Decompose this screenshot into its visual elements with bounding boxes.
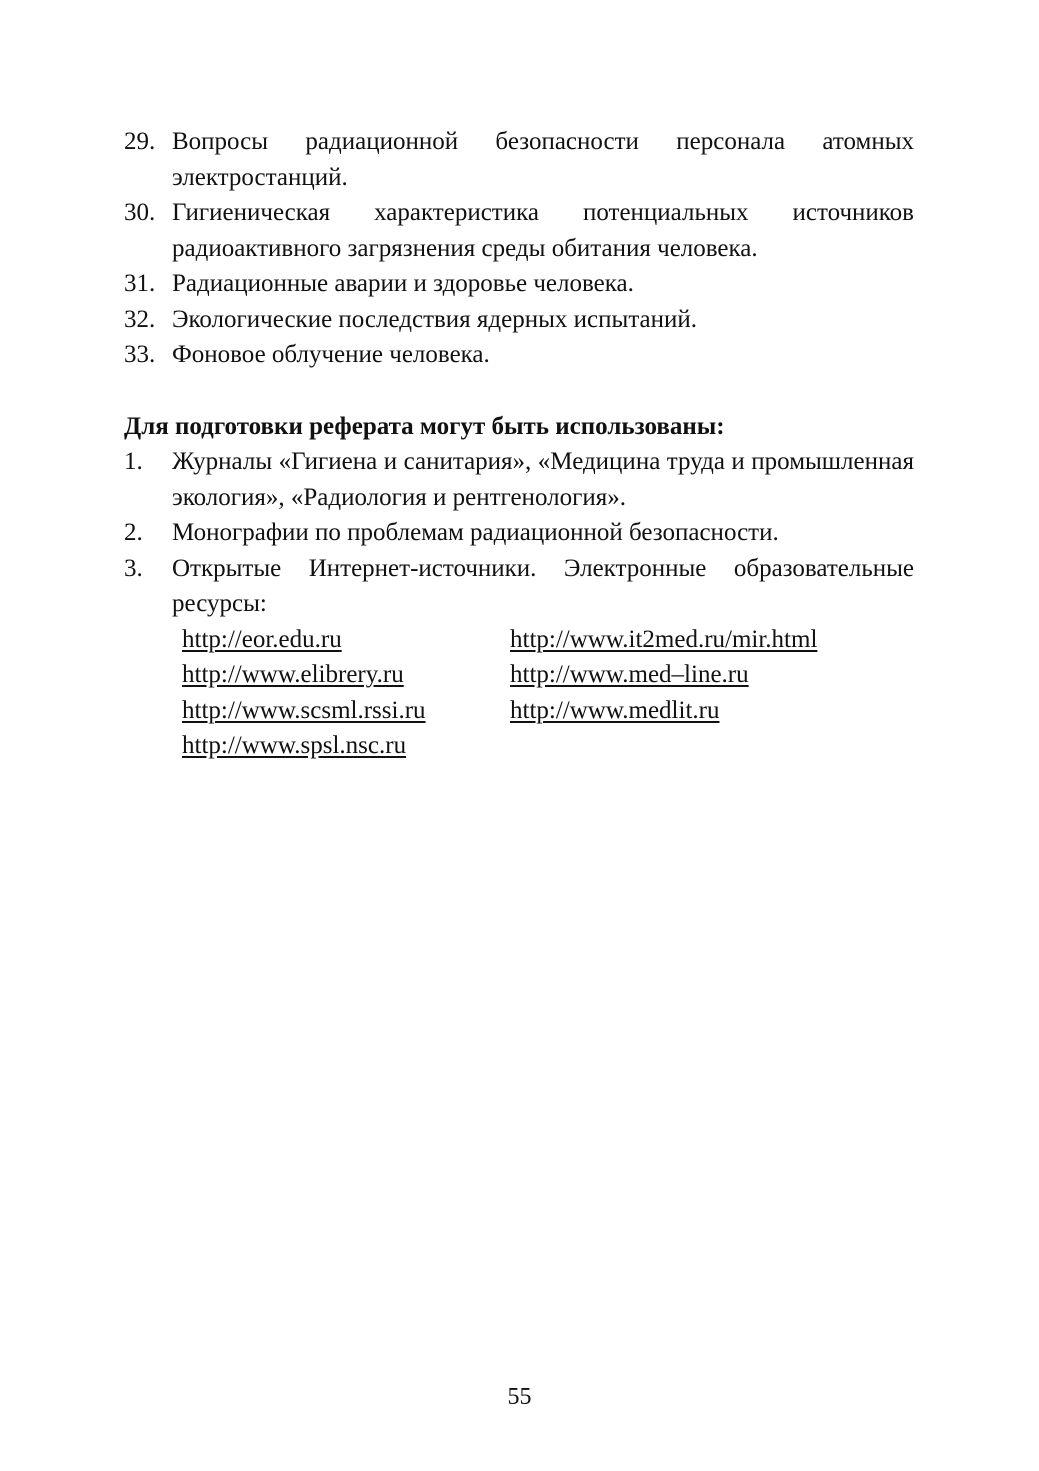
- list-item-number: 29.: [124, 128, 156, 155]
- section-spacer: [124, 373, 914, 409]
- list-item-text: Экологические последствия ядерных испытаний.: [172, 305, 698, 333]
- page-content: [124, 124, 914, 764]
- list-item-text: Вопросы радиационной безопасности персонала атомных электростанций.: [172, 128, 914, 191]
- list-item-number: 32.: [124, 305, 156, 333]
- link-spsl[interactable]: http://www.spsl.nsc.ru: [182, 732, 407, 759]
- list-item-text: Фоновое облучение человека.: [172, 341, 490, 368]
- list-item-text: Радиационные аварии и здоровье человека.: [172, 270, 634, 297]
- list-item-number: 3.: [124, 554, 143, 582]
- list-item-topic-30: [124, 195, 914, 266]
- link-elibrery[interactable]: http://www.elibrery.ru: [182, 661, 404, 688]
- list-item-number: 2.: [124, 519, 143, 546]
- link-it2med[interactable]: http://www.it2med.ru/mir.html: [510, 625, 818, 653]
- link-eor-edu[interactable]: http://eor.edu.ru: [182, 625, 342, 653]
- list-item-source-2: [124, 515, 914, 551]
- list-item-number: 33.: [124, 341, 156, 368]
- list-item-topic-32: [124, 302, 914, 338]
- list-item-topic-33: [124, 337, 914, 373]
- list-item-number: 31.: [124, 270, 156, 297]
- list-item-text: Открытые Интернет-источники. Электронные образовательные ресурсы:: [172, 554, 914, 617]
- list-item-source-1: [124, 444, 914, 515]
- list-item-number: 1.: [124, 448, 143, 475]
- page-number: 55: [507, 1384, 532, 1410]
- link-med-line[interactable]: http://www.med–line.ru: [510, 661, 749, 688]
- link-scsml[interactable]: http://www.scsml.rssi.ru: [182, 696, 426, 724]
- list-item-source-3: [124, 551, 914, 622]
- list-item-text: Журналы «Гигиена и санитария», «Медицина труда и промышленная экология», «Радиология и рентгенология».: [172, 448, 914, 511]
- link-medlit[interactable]: http://www.medlit.ru: [510, 696, 720, 724]
- list-item-text: Монографии по проблемам радиационной безопасности.: [172, 519, 779, 546]
- sources-heading: Для подготовки реферата могут быть использованы:: [124, 412, 725, 440]
- list-item-number: 30.: [124, 199, 156, 226]
- list-item-text: Гигиеническая характеристика потенциальных источников радиоактивного загрязнения среды обитания человека.: [172, 199, 914, 262]
- links-grid: [182, 622, 914, 764]
- list-item-topic-31: [124, 266, 914, 302]
- list-item-topic-29: [124, 124, 914, 195]
